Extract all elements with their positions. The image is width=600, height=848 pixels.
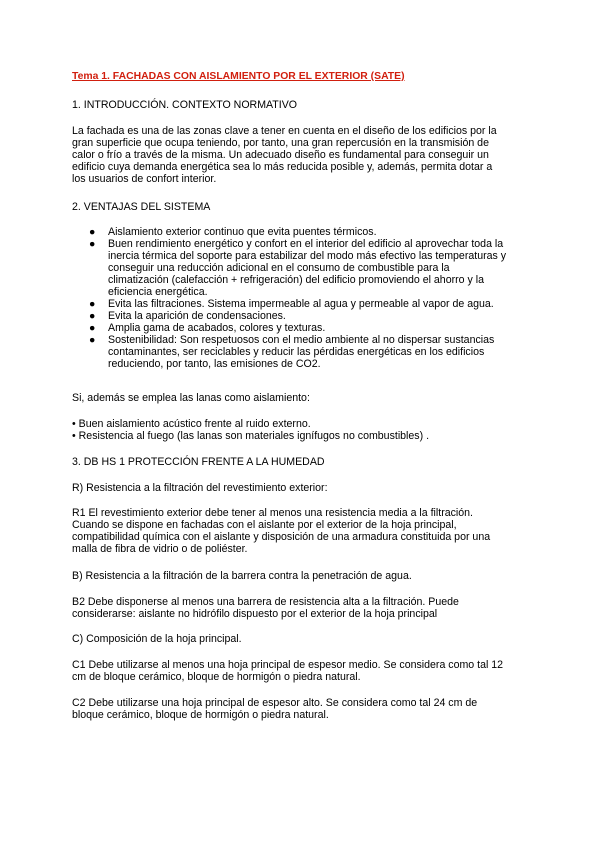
- list-item: • Resistencia al fuego (las lanas son materiales ignífugos no combustibles) .: [72, 430, 430, 442]
- list-item: [72, 238, 528, 298]
- list-item-line: contaminantes, ser reciclables y reducir las pérdidas energéticas en los edificios: [108, 346, 485, 358]
- list-item: [72, 298, 528, 310]
- paragraph-line: edificio cuya demanda energética sea lo más reducida posible y, además, permita dotar a: [72, 161, 493, 173]
- paragraph-line: malla de fibra de vidrio o de poliéster.: [72, 543, 248, 555]
- list-item: [72, 334, 528, 370]
- paragraph-line: Cuando se dispone en fachadas con el aislante por el exterior de la hoja principal,: [72, 519, 457, 531]
- paragraph-line: compatibilidad química con el aislante y disposición de una armadura constituida por una: [72, 531, 491, 543]
- document-title: Tema 1. FACHADAS CON AISLAMIENTO POR EL EXTERIOR (SATE): [72, 71, 405, 82]
- c1-paragraph: [72, 659, 528, 683]
- c2-paragraph: [72, 697, 528, 721]
- paragraph-line: los usuarios de confort interior.: [72, 173, 217, 185]
- list-item-line: Evita las filtraciones. Sistema impermeable al agua y permeable al vapor de agua.: [108, 298, 494, 310]
- list-item-line: Aislamiento exterior continuo que evita puentes térmicos.: [108, 226, 377, 238]
- bullet-icon: ●: [89, 310, 96, 322]
- list-item-line: inercia térmica del soporte para estabilizar del modo más efectivo las temperaturas y: [108, 250, 507, 262]
- list-item-line: reduciendo, por tanto, las emisiones de CO2.: [108, 358, 321, 370]
- paragraph-line: calor o frío a través de la misma. Un adecuado diseño es fundamental para conseguir un: [72, 149, 489, 161]
- subsection-b-heading: B) Resistencia a la filtración de la barrera contra la penetración de agua.: [72, 570, 412, 582]
- list-item-line: Sostenibilidad: Son respetuosos con el medio ambiente al no dispersar sustancias: [108, 334, 495, 346]
- list-item-line: Buen rendimiento energético y confort en el interior del edificio al aprovechar toda la: [108, 238, 504, 250]
- r1-paragraph: [72, 507, 528, 555]
- paragraph-line: bloque cerámico, bloque de hormigón o piedra natural.: [72, 709, 329, 721]
- lanas-list: [72, 418, 528, 442]
- section-2-heading: 2. VENTAJAS DEL SISTEMA: [72, 201, 211, 213]
- paragraph-line: C2 Debe utilizarse una hoja principal de espesor alto. Se considera como tal 24 cm de: [72, 697, 478, 709]
- paragraph-line: cm de bloque cerámico, bloque de hormigón o piedra natural.: [72, 671, 361, 683]
- paragraph-line: considerarse: aislante no hidrófilo dispuesto por el exterior de la hoja principal: [72, 608, 438, 620]
- paragraph-line: B2 Debe disponerse al menos una barrera de resistencia alta a la filtración. Puede: [72, 596, 459, 608]
- list-item-line: eficiencia energética.: [108, 286, 208, 298]
- paragraph-line: La fachada es una de las zonas clave a tener en cuenta en el diseño de los edificios por la: [72, 125, 497, 137]
- section-1-paragraph: [72, 125, 528, 185]
- list-item-line: climatización (calefacción + refrigeración) del edificio promoviendo el ahorro y la: [108, 274, 484, 286]
- list-item-line: conseguir una reducción adicional en el consumo de combustible para la: [108, 262, 450, 274]
- bullet-icon: ●: [89, 298, 96, 310]
- section-3-heading: 3. DB HS 1 PROTECCIÓN FRENTE A LA HUMEDAD: [72, 456, 325, 468]
- subsection-r-heading: R) Resistencia a la filtración del revestimiento exterior:: [72, 482, 328, 494]
- paragraph-line: R1 El revestimiento exterior debe tener al menos una resistencia media a la filtración.: [72, 507, 473, 519]
- list-item-line: Evita la aparición de condensaciones.: [108, 310, 286, 322]
- subsection-c-heading: C) Composición de la hoja principal.: [72, 633, 242, 645]
- list-item: [72, 322, 528, 334]
- bullet-icon: ●: [89, 322, 96, 334]
- list-item: [72, 310, 528, 322]
- paragraph-line: gran superficie que ocupa teniendo, por tanto, una gran repercusión en la transmisión de: [72, 137, 489, 149]
- bullet-icon: ●: [89, 334, 96, 346]
- section-1-heading: 1. INTRODUCCIÓN. CONTEXTO NORMATIVO: [72, 99, 298, 111]
- lanas-intro: Si, además se emplea las lanas como aislamiento:: [72, 392, 310, 404]
- list-item: [72, 226, 528, 238]
- bullet-icon: ●: [89, 226, 96, 238]
- list-item: • Buen aislamiento acústico frente al ruido externo.: [72, 418, 311, 430]
- bullet-icon: ●: [89, 238, 96, 250]
- paragraph-line: C1 Debe utilizarse al menos una hoja principal de espesor medio. Se considera como tal 12: [72, 659, 504, 671]
- list-item-line: Amplia gama de acabados, colores y texturas.: [108, 322, 326, 334]
- advantages-list: [72, 226, 528, 370]
- b2-paragraph: [72, 596, 528, 620]
